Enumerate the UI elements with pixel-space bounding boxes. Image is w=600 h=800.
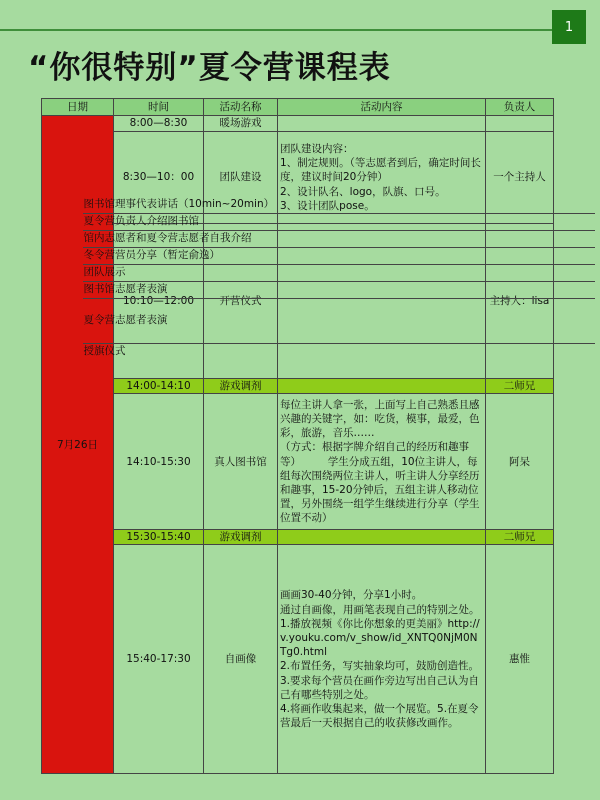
owner-cell: 二师兄 [486,379,554,394]
owner-cell: 阿呆 [486,394,554,530]
activity-cell: 团队建设 [204,132,278,224]
header-time: 时间 [114,99,204,116]
table-row [42,545,554,774]
header-owner: 负责人 [486,99,554,116]
activity-cell: 游戏调剂 [204,379,278,394]
content-cell [278,530,486,545]
agenda-item: 夏令营负责人介绍图书馆 [278,224,486,231]
content-cell [278,116,486,132]
table-row [42,116,554,132]
activity-cell: 开营仪式 [204,224,278,379]
content-cell: 画画30-40分钟，分享1小时。 通过自画像，用画笔表现自己的特别之处。 1.播放视频《你比你想象的更美丽》http://v.youku.com/v_show/id_XNTQ0NjM0NTg0.html 2.布置任务，写实抽象均可，鼓励创造性。 3.要求每个营员在画作旁边写出自己认为自己有哪些特别之处。 4.将画作收集起来，做一个展览。5.在夏令营最后一天根据自己的收获修改画作。 [278,545,486,774]
owner-cell: 主持人：lisa [486,224,554,379]
owner-cell: 一个主持人 [486,132,554,224]
header-activity: 活动名称 [204,99,278,116]
top-divider [0,29,552,31]
owner-cell [486,116,554,132]
time-cell: 8:00—8:30 [114,116,204,132]
table-header-row [42,99,554,116]
agenda-item: 授旗仪式 [83,345,126,358]
header-date: 日期 [42,99,114,116]
agenda-item: 冬令营营员分享（暂定俞逸） [278,247,486,264]
page-title: “你很特别”夏令营课程表 [28,50,391,86]
table-row [42,530,554,545]
date-cell: 7月26日 [42,116,114,774]
owner-cell: 二师兄 [486,530,554,545]
activity-cell: 暖场游戏 [204,116,278,132]
table-row [42,224,554,379]
agenda-item: 夏令营志愿者表演 [278,298,486,343]
table-row [42,394,554,530]
ceremony-agenda: 图书馆理事代表讲话（10min~20min） 夏令营负责人介绍图书馆 馆内志愿者和夏令营志愿者自我介绍 冬令营营员分享（暂定俞逸） 团队展示 图书馆志愿者表演 夏令营志愿者表演 授旗仪式 [278,224,486,360]
activity-cell: 游戏调剂 [204,530,278,545]
owner-cell: 惠惟 [486,545,554,774]
time-cell: 15:30-15:40 [114,530,204,545]
agenda-item: 馆内志愿者和夏令营志愿者自我介绍 [278,230,486,247]
content-cell: 每位主讲人拿一张，上面写上自己熟悉且感兴趣的关键字，如：吃货，模事，最爱，色彩，旅游，音乐…… （方式：根据字牌介绍自己的经历和趣事等） 学生分成五组，10位主讲人，每组每次围绕两位主讲人，听主讲人分享经历和趣事，15-20分钟后，五组主讲人移动位置，另外围绕一组学生继续进行分享（学生位置不动） [278,394,486,530]
content-cell [278,379,486,394]
agenda-item: 图书馆志愿者表演 [278,281,486,298]
page-number-badge: 1 [552,10,586,44]
time-cell: 14:00-14:10 [114,379,204,394]
header-content: 活动内容 [278,99,486,116]
table-row [42,379,554,394]
activity-cell: 真人图书馆 [204,394,278,530]
activity-cell: 自画像 [204,545,278,774]
time-cell: 14:10-15:30 [114,394,204,530]
schedule-table [41,98,554,774]
time-cell: 8:30—10：00 [114,132,204,224]
content-cell: 团队建设内容： 1、制定规则。（等志愿者到后，确定时间长度，建议时间20分钟） 2、设计队名、logo，队旗、口号。 3、设计团队pose。 [278,132,486,224]
time-cell: 15:40-17:30 [114,545,204,774]
agenda-item: 团队展示 [278,264,486,281]
time-cell: 10:10—12:00 [114,224,204,379]
